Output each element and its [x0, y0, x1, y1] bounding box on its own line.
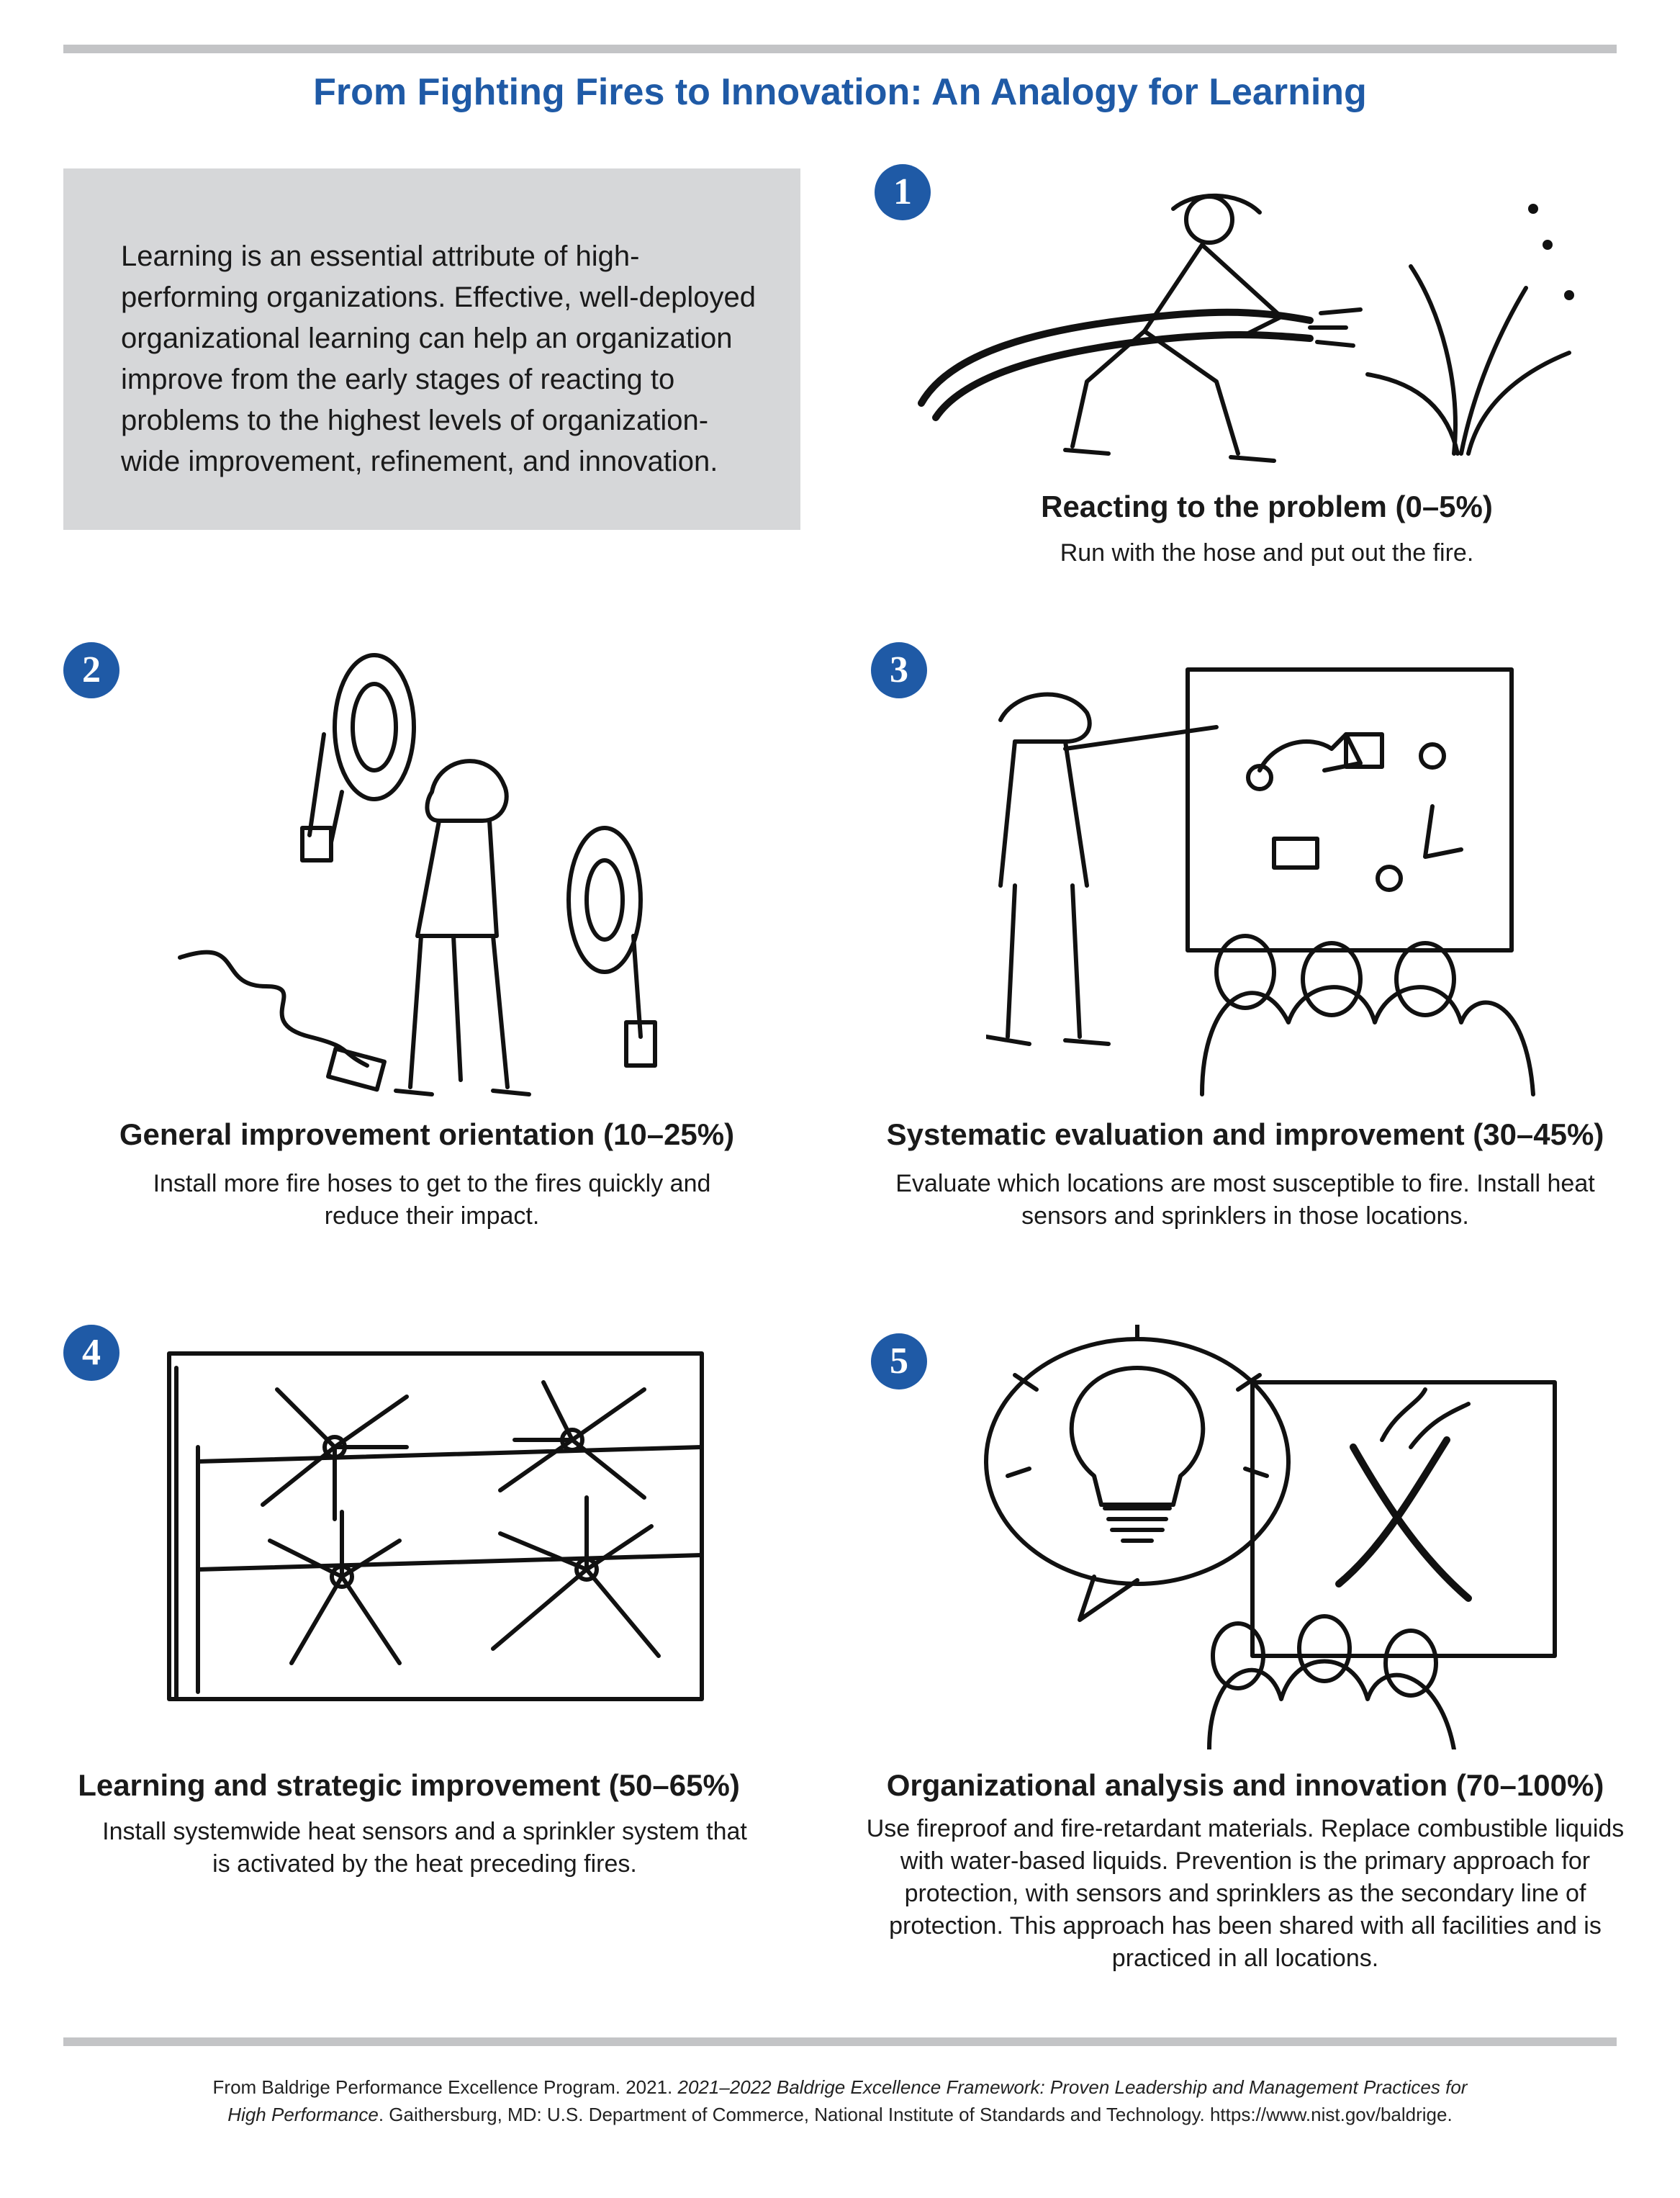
- stage-4-description: Install systemwide heat sensors and a sprinkler system that is activated by the heat preceding fires.: [102, 1818, 747, 1878]
- citation-line-1: [0, 2073, 1680, 2101]
- citation-line-2: [0, 2101, 1680, 2128]
- stage-2-description: Install more fire hoses to get to the fires quickly and reduce their impact.: [153, 1170, 711, 1230]
- citation-footer: [0, 2073, 1680, 2128]
- stage-4-title: Learning and strategic improvement (50–65%): [78, 1768, 740, 1802]
- firefighter-presenting-map-icon: [986, 648, 1548, 1109]
- stage-2-title: General improvement orientation (10–25%): [119, 1117, 735, 1151]
- citation-suffix: . Gaithersburg, MD: U.S. Department of Commerce, National Institute of Standards and Technology. https://www.nist.gov/baldrige.: [378, 2104, 1453, 2125]
- citation-title-part-2: High Performance: [227, 2104, 379, 2125]
- bottom-divider: [63, 2037, 1617, 2046]
- stage-3-description: Evaluate which locations are most susceptible to fire. Install heat sensors and sprinklers in those locations.: [895, 1170, 1595, 1230]
- lightbulb-idea-no-fire-icon: [950, 1325, 1562, 1749]
- stage-3-number-badge: 3: [871, 642, 927, 698]
- stage-5-title: Organizational analysis and innovation (70–100%): [886, 1768, 1604, 1802]
- stage-1-title: Reacting to the problem (0–5%): [1041, 490, 1493, 523]
- stage-5-description: Use fireproof and fire-retardant materials. Replace combustible liquids with water-based liquids. Prevention is the primary approach for protection, with sensors and sprinklers as the secondary line of protection. This approach has been shared with all facilities and is practiced in all locations.: [866, 1815, 1625, 1972]
- firefighter-with-hose-reels-icon: [166, 648, 713, 1109]
- intro-box: [63, 168, 800, 530]
- stage-2-number-badge: 2: [63, 642, 119, 698]
- stage-4-number-badge: 4: [63, 1325, 119, 1381]
- stage-1-description: Run with the hose and put out the fire.: [1060, 539, 1474, 567]
- top-divider: [63, 45, 1617, 53]
- stage-1-number-badge: 1: [875, 164, 931, 220]
- citation-prefix: From Baldrige Performance Excellence Program. 2021.: [212, 2076, 673, 2098]
- citation-title-part-1: 2021–2022 Baldrige Excellence Framework: Proven Leadership and Management Practices for: [677, 2076, 1468, 2098]
- intro-text: Learning is an essential attribute of high-performing organizations. Effective, well-deployed organizational learning can help an organization improve from the early stages of reacting to problems to the highest levels of organization-wide improvement, refinement, and innovation.: [121, 240, 756, 477]
- page-title: From Fighting Fires to Innovation: An Analogy for Learning: [313, 71, 1367, 113]
- stage-3-title: Systematic evaluation and improvement (30–45%): [886, 1117, 1604, 1151]
- firefighter-with-hose-icon: [907, 166, 1598, 482]
- sprinkler-system-plan-icon: [155, 1339, 716, 1713]
- stage-5-number-badge: 5: [871, 1333, 927, 1389]
